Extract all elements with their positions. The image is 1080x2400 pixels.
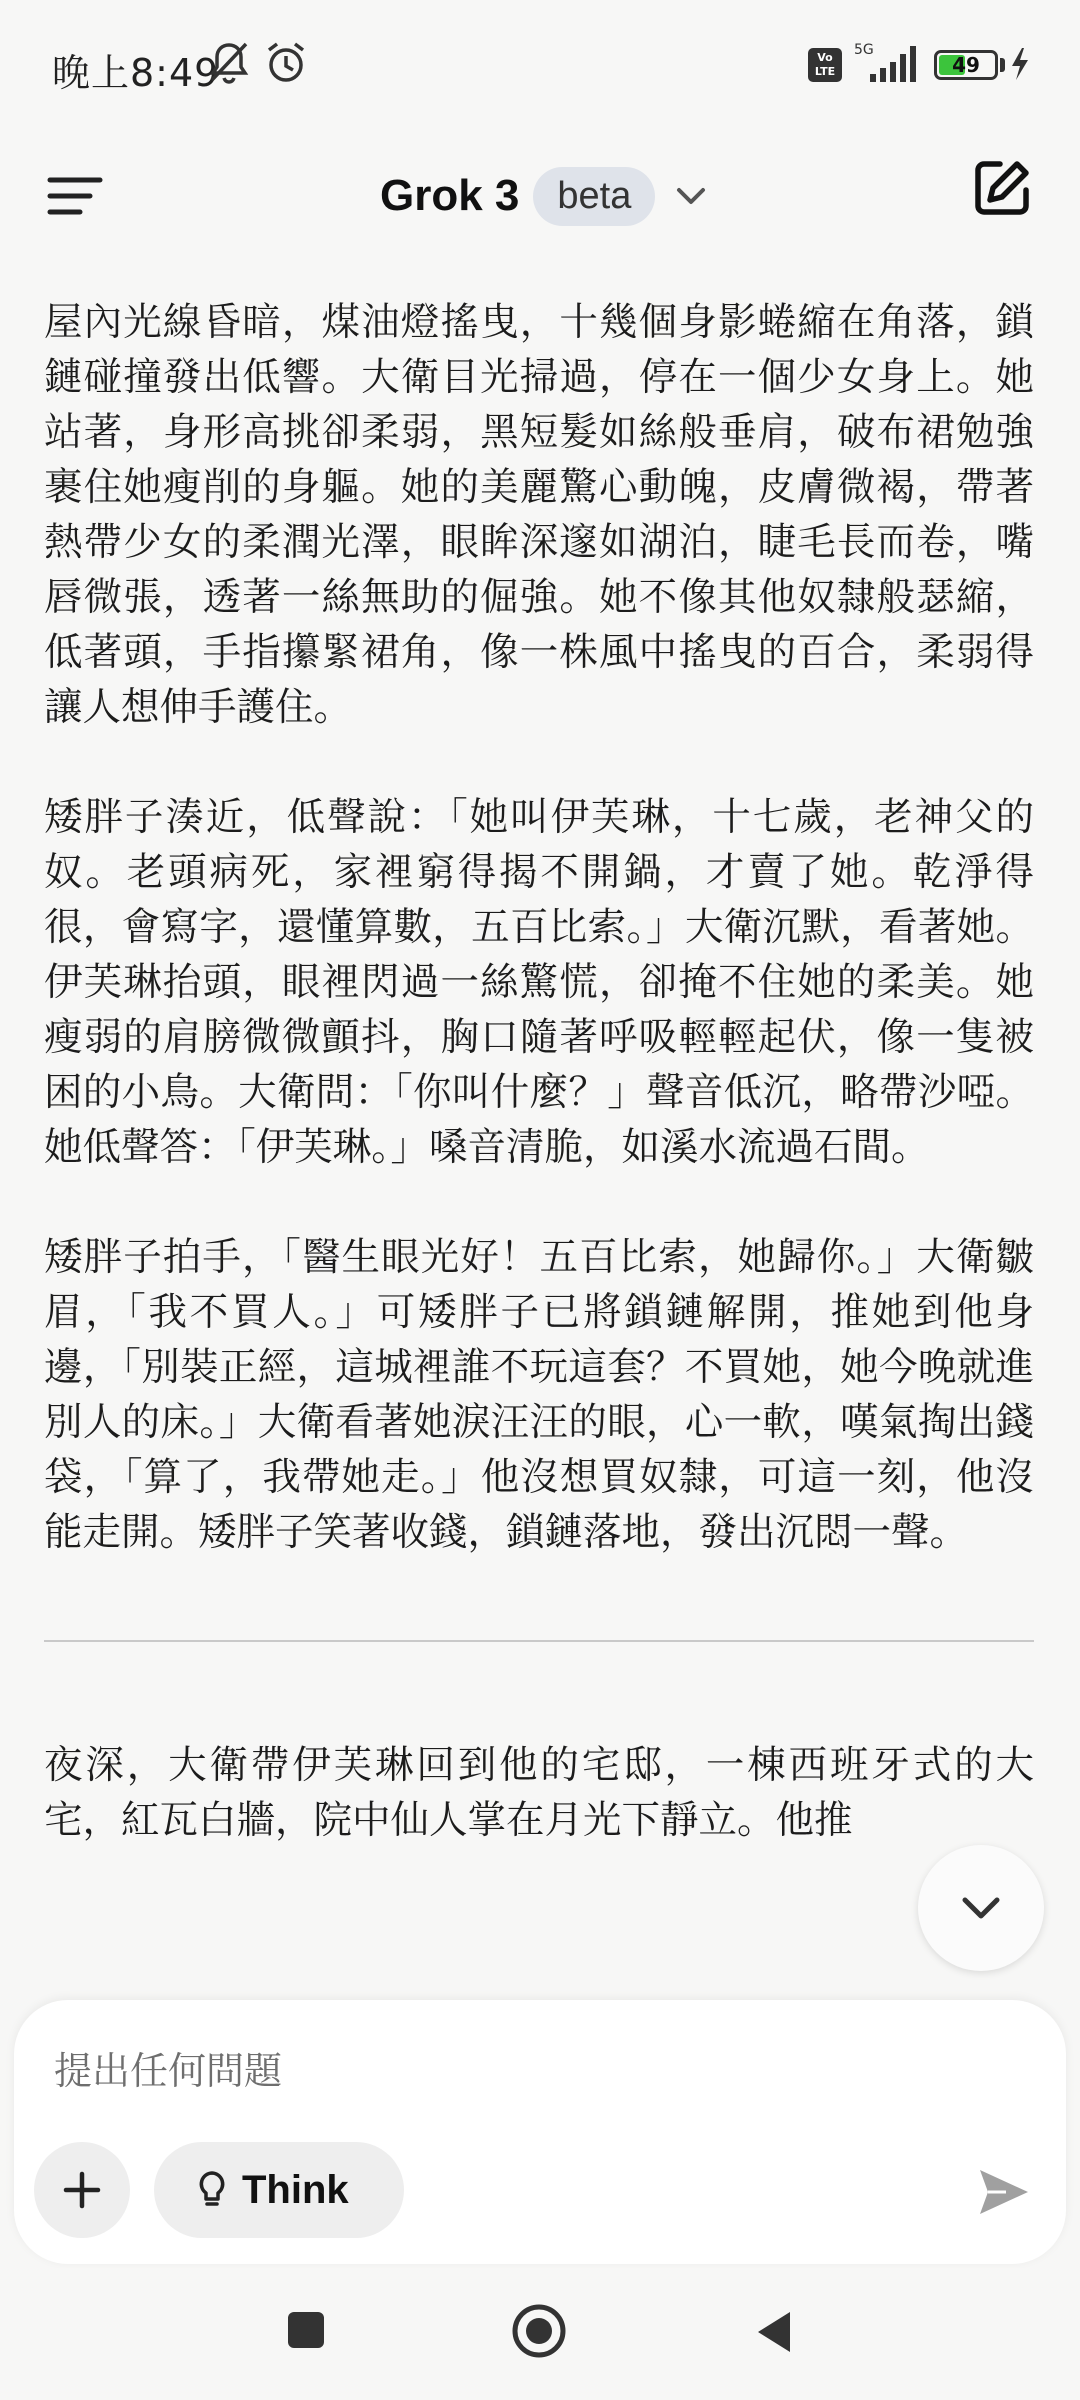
battery-icon: [934, 50, 998, 80]
status-bar: [0, 0, 1080, 130]
think-button[interactable]: [154, 2142, 404, 2238]
app-header: [0, 130, 1080, 280]
edit-icon[interactable]: [970, 156, 1034, 220]
battery-percent: 49: [952, 53, 980, 77]
chevron-down-icon: [671, 176, 711, 216]
signal-5g-icon: [852, 40, 924, 84]
alarm-clock-icon: [264, 40, 308, 86]
lightbulb-icon: [196, 2170, 228, 2210]
plus-icon: [60, 2168, 104, 2212]
system-nav-bar: [0, 2268, 1080, 2400]
charging-bolt-icon: [1008, 40, 1030, 86]
recent-apps-icon[interactable]: [284, 2308, 328, 2352]
beta-badge: beta: [533, 167, 655, 226]
message-composer: [14, 2000, 1066, 2264]
battery-cap: [1000, 58, 1005, 72]
think-label: Think: [242, 2167, 349, 2212]
model-selector[interactable]: [380, 158, 711, 234]
app-title: Grok 3: [380, 171, 520, 220]
hamburger-menu-icon[interactable]: [44, 164, 108, 228]
message-paragraph: 矮胖子拍手，「醫生眼光好！五百比索，她歸你。」大衛皺眉，「我不買人。」可矮胖子已將鎖鏈解開，推她到他身邊，「別裝正經，這城裡誰不玩這套？不買她，她今晚就進別人的床。」大衛看著她淚汪汪的眼，心一軟，嘆氣掏出錢袋，「算了，我帶她走。」他沒想買奴隸，可這一刻，他沒能走開。矮胖子笑著收錢，鎖鏈落地，發出沉悶一聲。: [44, 1235, 1034, 1555]
volte-icon: Vo LTE: [808, 48, 842, 82]
message-paragraph: 夜深，大衛帶伊芙琳回到他的宅邸，一棟西班牙式的大宅，紅瓦白牆，院中仙人掌在月光下靜立。他推: [44, 1743, 1034, 1843]
send-icon[interactable]: [974, 2162, 1034, 2222]
status-time: 晚上8:49: [52, 51, 220, 95]
network-type: 5G: [854, 42, 874, 58]
message-paragraph: 矮胖子湊近，低聲說：「她叫伊芙琳，十七歲，老神父的奴。老頭病死，家裡窮得揭不開鍋，才賣了她。乾淨得很，會寫字，還懂算數，五百比索。」大衛沉默，看著她。伊芙琳抬頭，眼裡閃過一絲驚慌，卻掩不住她的柔美。她瘦弱的肩膀微微顫抖，胸口隨著呼吸輕輕起伏，像一隻被困的小鳥。大衛問：「你叫什麼？」聲音低沉，略帶沙啞。她低聲答：「伊芙琳。」嗓音清脆，如溪水流過石間。: [44, 795, 1034, 1170]
attach-button[interactable]: [34, 2142, 130, 2238]
mute-bell-icon: [208, 40, 250, 86]
message-paragraph: 屋內光線昏暗，煤油燈搖曳，十幾個身影蜷縮在角落，鎖鏈碰撞發出低響。大衛目光掃過，停在一個少女身上。她站著，身形高挑卻柔弱，黑短髮如絲般垂肩，破布裙勉強裹住她瘦削的身軀。她的美麗驚心動魄，皮膚微褐，帶著熱帶少女的柔潤光澤，眼眸深邃如湖泊，睫毛長而卷，嘴唇微張，透著一絲無助的倔強。她不像其他奴隸般瑟縮，低著頭，手指攥緊裙角，像一株風中搖曳的百合，柔弱得讓人想伸手護住。: [44, 300, 1034, 730]
home-icon[interactable]: [510, 2302, 568, 2360]
prompt-input[interactable]: 提出任何問題: [54, 2049, 283, 2093]
section-divider: [44, 1640, 1034, 1642]
conversation-content[interactable]: [44, 295, 1034, 1985]
scroll-to-bottom-button[interactable]: [918, 1845, 1044, 1971]
back-icon[interactable]: [752, 2308, 796, 2356]
chevron-down-icon: [953, 1880, 1009, 1936]
